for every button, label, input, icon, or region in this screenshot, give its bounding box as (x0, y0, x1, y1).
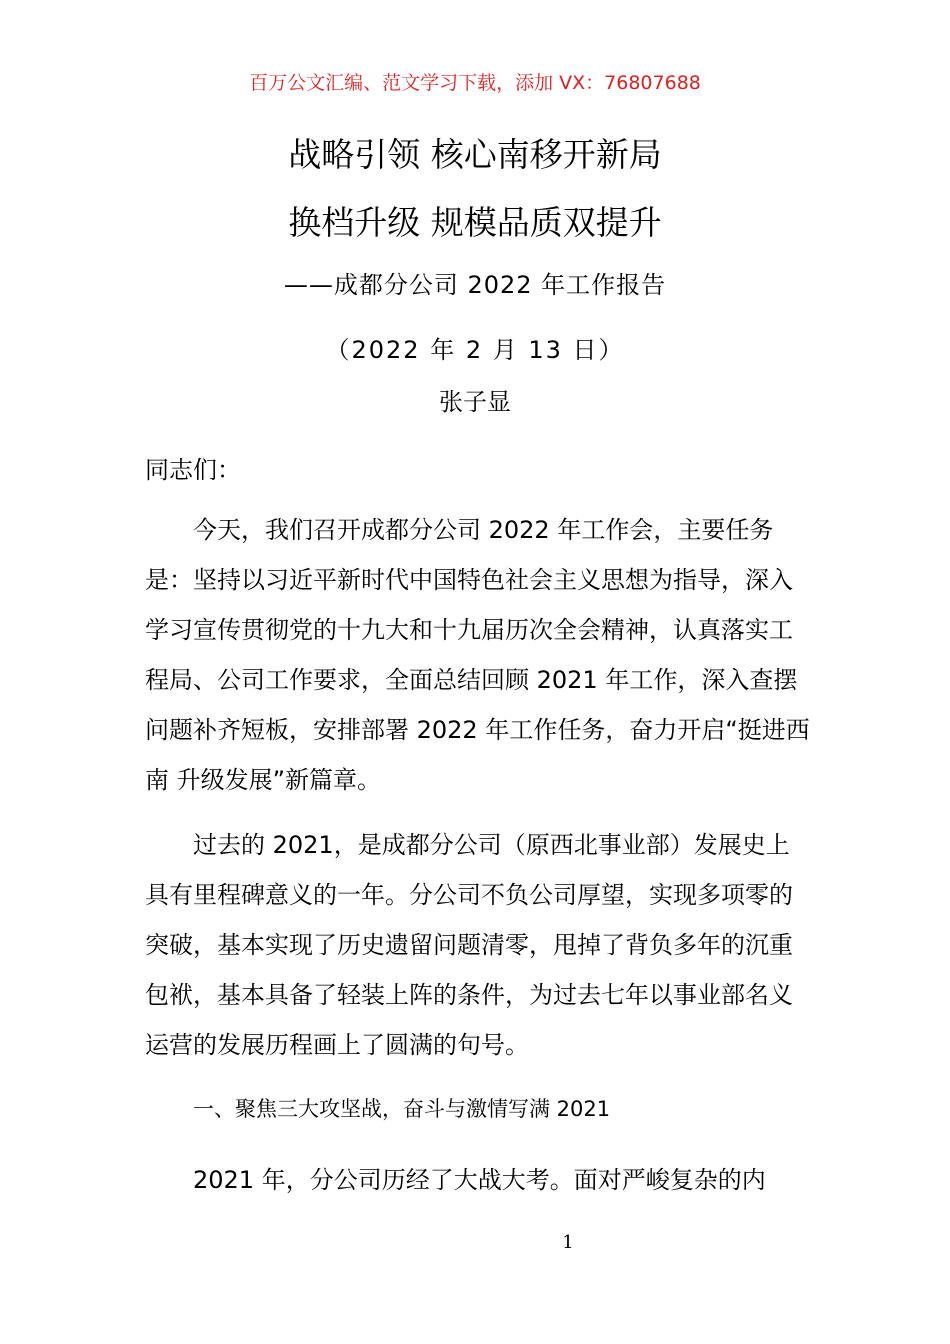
paragraph-review: 过去的 2021，是成都分公司（原西北事业部）发展史上具有里程碑意义的一年。分公司不负公司厚望，实现多项零的突破，基本实现了历史遗留问题清零，甩掉了背负多年的沉重包袱，基本具备了轻装上阵的条件，为过去七年以事业部名义运营的发展历程画上了圆满的句号。 (145, 831, 793, 1059)
report-date: （2022 年 2 月 13 日） (325, 336, 625, 364)
watermark-banner: 百万公文汇编、范文学习下载，添加 VX：76807688 (249, 72, 701, 94)
paragraph-2021: 2021 年，分公司历经了大战大考。面对严峻复杂的内 (193, 1166, 766, 1194)
paragraph-intro: 今天，我们召开成都分公司 2022 年工作会，主要任务是：坚持以习近平新时代中国特色社会主义思想为指导，深入学习宣传贯彻党的十九大和十九届历次全会精神，认真落实工程局、公司工作要求，全面总结回顾 2021 年工作，深入查摆问题补齐短板，安排部署 2022 年工作任务，奋力开启“挺进西南 升级发展”新篇章。 (145, 516, 810, 794)
section-heading: 一、聚焦三大攻坚战，奋斗与激情写满 2021 (193, 1097, 611, 1121)
report-author: 张子显 (439, 388, 511, 416)
report-subtitle: ——成都分公司 2022 年工作报告 (283, 271, 667, 299)
title-line-1: 战略引领 核心南移开新局 (288, 135, 662, 174)
salutation: 同志们： (145, 456, 241, 484)
page-number: 1 (562, 1232, 574, 1253)
title-line-2: 换档升级 规模品质双提升 (288, 203, 662, 242)
